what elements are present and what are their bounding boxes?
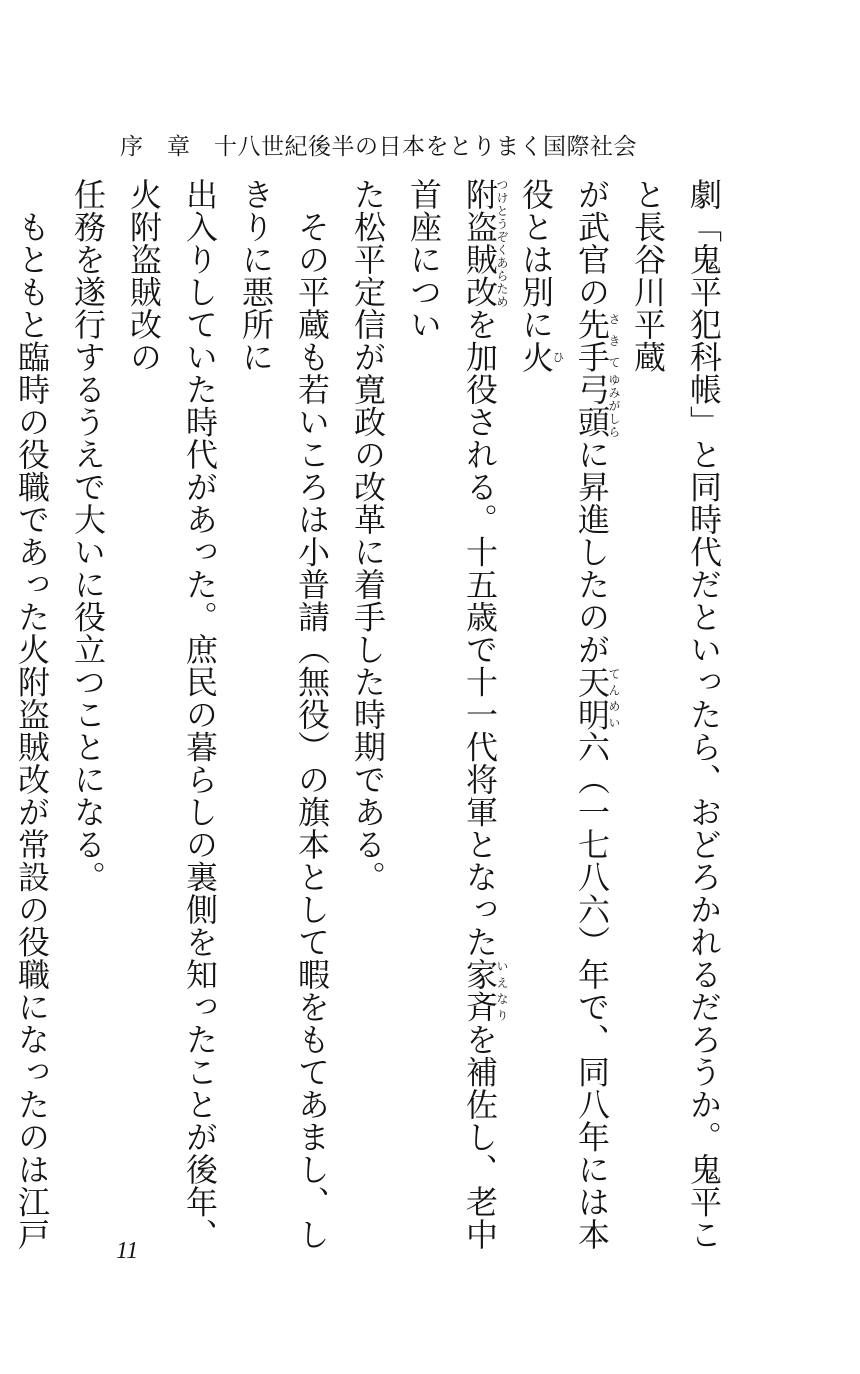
text-line: 附盗賊改つけとうぞくあらためを加役される。十五歳で十一代将軍となった家斉いえなりを補佐し、老中首座につい <box>405 178 509 1251</box>
text-line: た松平定信が寛政の改革に着手した時期である。 <box>349 178 387 893</box>
ruby-word: 附盗賊改つけとうぞくあらため <box>461 178 509 308</box>
paragraph-start: その平蔵も若いころは小普請（無役）の旗本として暇をもてあまし、しきりに悪所に <box>237 178 331 1251</box>
ruby-word: 火ひ <box>517 340 565 373</box>
text-line: が武官の先手さきて弓頭ゆみがしらに昇進したのが天明てんめい六（一七八六）年で、同八年には本役とは別に火ひ <box>517 178 621 1251</box>
ruby-word: 弓頭ゆみがしら <box>573 373 621 438</box>
text-line: 出入りしていた時代があった。庶民の暮らしの裏側を知ったことが後年、火附盗賊改の <box>125 178 219 1251</box>
running-head: 序 章 十八世紀後半の日本をとりまく国際社会 <box>120 134 637 160</box>
ruby-word: 天明てんめい <box>573 665 621 731</box>
text-line: 任務を遂行するうえで大いに役立つことになる。 <box>69 178 107 893</box>
ruby-word: 先手さきて <box>573 308 621 373</box>
page-number: 11 <box>116 1238 139 1264</box>
paragraph-start: もともと臨時の役職であった火附盗賊改が常設の役職になったのは江戸 <box>13 210 51 1251</box>
ruby-word: 家斉いえなり <box>461 958 509 1023</box>
text-line: 劇「鬼平犯科帳」と同時代だといったら、おどろかれるだろうか。鬼平こと長谷川平蔵 <box>629 178 723 1251</box>
body-text <box>0 178 732 1258</box>
